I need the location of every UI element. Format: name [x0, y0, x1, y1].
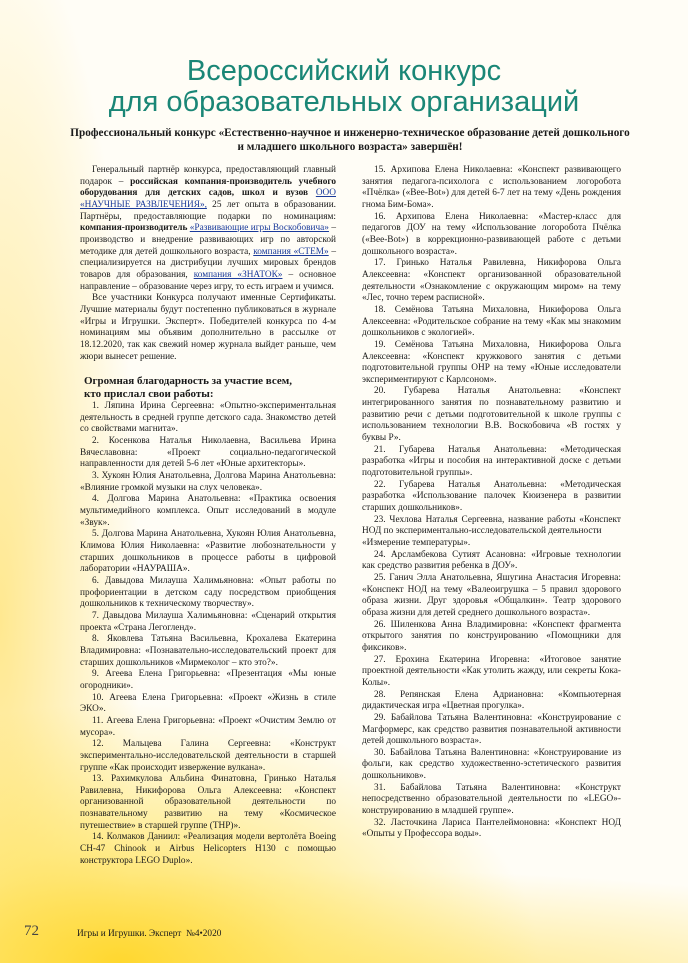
- list-item: 31. Бабайлова Татьяна Валентиновна: «Конструкт непосредственно образовательной деятельности по «LEGO»-конструированию в младшей группе».: [362, 782, 621, 817]
- thanks-heading-line-1: Огромная благодарность за участие всем,: [84, 375, 293, 388]
- list-item: 26. Шиленкова Анна Владимировна: «Конспект фрагмента открытого занятия по конструированию «Помощники для фиксиков».: [362, 619, 621, 653]
- list-item: 6. Давыдова Милауша Халимьяновна: «Опыт работы по профориентации в детском саду посредством приобщения дошкольников к техническому творчеству».: [80, 576, 336, 610]
- right-column: [362, 165, 621, 841]
- list-item: 18. Семёнова Татьяна Михаловна, Никифорова Ольга Алексеевна: «Родительское собрание на тему «Как мы знакомим дошкольников с экологией».: [362, 304, 621, 339]
- thanks-heading-line-2: кто прислал свои работы:: [84, 387, 214, 400]
- list-item: 19. Семёнова Татьяна Михаловна, Никифорова Ольга Алексеевна: «Конспект кружкового занятия с детьми подготовительной группы ОНР на тему «Юные исследователи экспериментируют с Карлсоном».: [362, 339, 621, 385]
- list-item: 17. Гринько Наталья Равилевна, Никифорова Ольга Алексеевна: «Конспект организованной образовательной деятельности «Ознакомление с окружающим миром» на тему «Лес, точно терем расписной».: [362, 258, 621, 304]
- partner-link[interactable]: компания «ЗНАТОК»: [193, 269, 283, 280]
- list-item: 22. Губарева Наталья Анатольевна: «Методическая разработка «Использование палочек Кюизенера в развитии старших дошкольников».: [362, 479, 621, 514]
- list-item: 7. Давыдова Милауша Халимьяновна: «Сценарий открытия проекта «Страна Легогленд».: [80, 610, 336, 633]
- list-item: 1. Ляпина Ирина Сергеевна: «Опытно-экспериментальная деятельность в средней группе детского сада. Знакомство детей со свойствами магнита».: [80, 401, 336, 435]
- page-title: [0, 56, 688, 118]
- text: – основное направление – образование через игру, то есть играем и учимся.: [80, 269, 336, 292]
- partner-link[interactable]: «Развивающие игры Воскобовича»: [189, 223, 329, 234]
- magazine-name: Игры и Игрушки. Эксперт: [77, 929, 182, 939]
- list-item: 15. Архипова Елена Николаевна: «Конспект развивающего занятия педагога-психолога с использованием логоробота «Пчёлка» («Bee-Bot») для детей 6-7 лет на тему «День рождения гнома Бим-Бома».: [362, 165, 621, 210]
- list-item: 14. Колмаков Даниил: «Реализация модели вертолёта Boeing CH-47 Chinook и Airbus Helicopters H130 с помощью конструктора LEGO Duplo».: [80, 832, 336, 866]
- partner-link[interactable]: компания «СТЕМ»: [253, 246, 329, 257]
- list-item: 4. Долгова Марина Анатольевна: «Практика освоения мультимедийного комплекса. Опыт исследований в модуле «Звук».: [80, 494, 336, 528]
- list-item: 29. Бабайлова Татьяна Валентиновна: «Конструирование с Магформерс, как средство развития познавательной активности детей дошкольного возраста».: [362, 712, 621, 747]
- list-item: 21. Губарева Наталья Анатольевна: «Методическая разработка «Игры и пособия на интерактивной доске с детьми подготовительной группы».: [362, 444, 621, 479]
- list-item: 20. Губарева Наталья Анатольевна: «Конспект интегрированного занятия по познавательному развитию и развитию речи с детьми подготовительной к школе группы с использованием технологии В.В. Воскобовича «В гостях у буквы Р».: [362, 386, 621, 444]
- list-item: 5. Долгова Марина Анатольевна, Хукоян Юлия Анатольевна, Климова Юлия Николаевна: «Развитие любознательности у старших дошкольников в процессе работы в цифровой лаборатории «НАУРАША».: [80, 529, 336, 575]
- bold-text: компания-производитель: [80, 223, 188, 234]
- list-item: 12. Мальцева Галина Сергеевна: «Конструкт экспериментально-исследовательской деятельности в старшей группе «Как происходит извержение вулкана».: [80, 739, 336, 773]
- list-item: 30. Бабайлова Татьяна Валентиновна: «Конструирование из фольги, как средство художественно-эстетического развития дошкольников».: [362, 747, 621, 782]
- title-line-1: Всероссийский конкурс: [186, 55, 502, 87]
- list-item: 10. Агеева Елена Григорьевна: «Проект «Жизнь в стиле ЭКО».: [80, 692, 336, 715]
- list-item: 9. Агеева Елена Григорьевна: «Презентация «Мы юные огородники».: [80, 669, 336, 691]
- intro-paragraph-1: [80, 165, 336, 293]
- left-column: [80, 165, 336, 867]
- participants-list-right: [362, 165, 621, 841]
- text: Генеральный партнёр конкурса, предоставляющий главный подарок –: [80, 165, 336, 187]
- participants-list-left: [80, 401, 336, 867]
- text: [308, 188, 316, 198]
- list-item: 3. Хукоян Юлия Анатольевна, Долгова Марина Анатольевна: «Влияние громкой музыки на слух человека».: [80, 471, 336, 493]
- list-item: 25. Ганич Элла Анатольевна, Яшугина Анастасия Игоревна: «Конспект НОД на тему «Валеоигрушка – 5 правил здорового образа жизни. Друг здоровья «Общалкин». Театр здорового образа жизни для детей среднего дошкольного возраста».: [362, 572, 621, 618]
- thanks-heading: [84, 375, 336, 400]
- list-item: 24. Арсламбекова Сутият Асановна: «Игровые технологии как средство развития ребенка в ДОУ».: [362, 549, 621, 572]
- subtitle: Профессиональный конкурс «Естественно-научное и инженерно-техническое образование детей дошкольного и младшего школьного возраста» завершён!: [70, 127, 630, 153]
- list-item: 28. Репянская Елена Адриановна: «Компьютерная дидактическая игра «Цветная прогулка».: [362, 689, 621, 712]
- issue-number: №4•2020: [186, 929, 222, 939]
- list-item: 32. Ласточкина Лариса Пантелеймоновна: «Конспект НОД «Опыты у Профессора воды».: [362, 817, 621, 840]
- bold-text: российская компания-производитель учебного оборудования для детских садов, школ и вузов: [80, 176, 336, 199]
- title-line-2: для образовательных организаций: [108, 86, 580, 118]
- text: – специализируется на дистрибуции лучших мировых брендов товаров для образования,: [80, 246, 336, 280]
- list-item: 8. Яковлева Татьяна Васильевна, Крохалева Екатерина Владимировна: «Познавательно-исследовательский проект для старших дошкольников «Мирмеколог – кто это?».: [80, 634, 336, 668]
- list-item: 16. Архипова Елена Николаевна: «Мастер-класс для педагогов ДОУ на тему «Использование логоробота Пчёлка («Bee-Bot») в коррекционно-развивающей работе с детьми дошкольного возраста».: [362, 211, 621, 257]
- list-item: 2. Косенкова Наталья Николаевна, Васильева Ирина Вячеславовна: «Проект социально-педагогической направленности для детей 5-6 лет «Юные архитекторы».: [80, 436, 336, 470]
- text: 25 лет опыта в образовании. Партнёры, предоставляющие подарки по номинациям:: [80, 199, 336, 222]
- text: – производство и внедрение развивающих игр по авторской методике для детей дошкольного возраста,: [80, 223, 336, 257]
- list-item: 11. Агеева Елена Григорьевна: «Проект «Очистим Землю от мусора».: [80, 715, 336, 738]
- partner-link[interactable]: ООО «НАУЧНЫЕ РАЗВЛЕЧЕНИЯ»,: [80, 188, 336, 210]
- list-item: 27. Ерохина Екатерина Игоревна: «Итоговое занятие проектной деятельности «Как утолить жажду, или секреты Кока-Колы».: [362, 654, 621, 688]
- list-item: 23. Чехлова Наталья Сергеевна, название работы «Конспект НОД по экспериментально-исследовательской деятельности «Измерение температуры».: [362, 514, 621, 548]
- page-number: 72: [24, 923, 39, 939]
- list-item: 13. Рахимкулова Альбина Финатовна, Гринько Наталья Равилевна, Никифорова Ольга Алексеевна: «Конспект организованной образовательной деятельности по познавательному развитию на тему «Космическое путешествие» в старшей группе (ТНР)».: [80, 774, 336, 831]
- intro-paragraph-2: Все участники Конкурса получают именные Сертификаты. Лучшие материалы будут постепенно публиковаться в журнале «Игры и Игрушки. Эксперт». Победителей конкурса по 4-м номинациям мы объявим дополнительно в рассылке от 18.12.2020, так как свежий номер журнала выйдет раньше, чем жюри вынесет решение.: [80, 293, 336, 362]
